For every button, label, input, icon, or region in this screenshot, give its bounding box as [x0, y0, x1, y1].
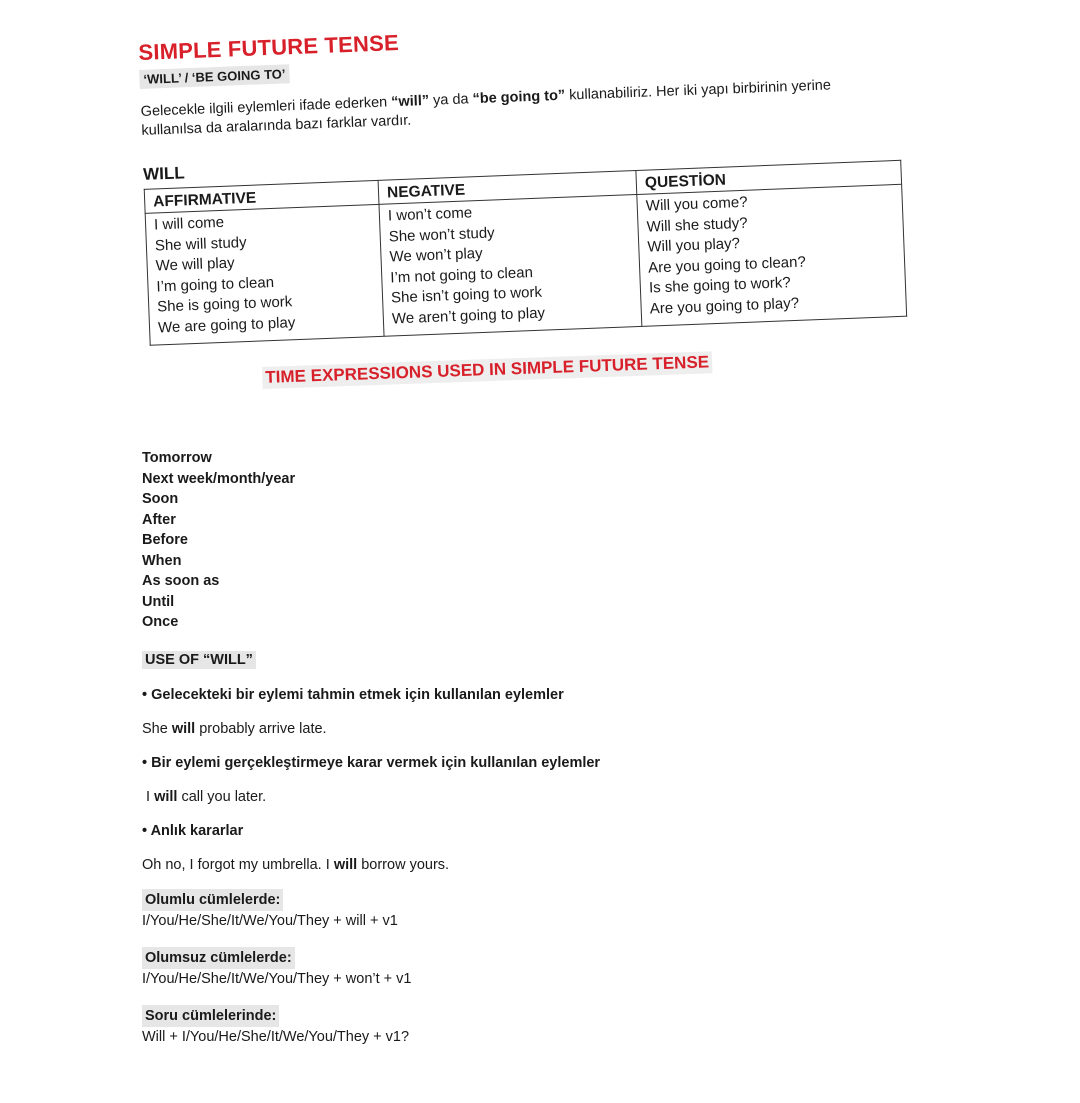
- page-title: SIMPLE FUTURE TENSE: [138, 29, 400, 65]
- affirmative-example: We will play: [155, 254, 235, 275]
- use-of-will-heading: USE OF “WILL”: [142, 651, 256, 669]
- header-question: QUESTİON: [636, 160, 902, 194]
- list-item: Before: [142, 532, 188, 548]
- negative-example: I won’t come: [387, 204, 473, 225]
- affirmative-example: I’m going to clean: [156, 273, 275, 295]
- grammar-question: [142, 1005, 942, 1047]
- intro-paragraph: Gelecekle ilgili eylemleri ifade ederken “will” ya da “be going to” kullanabiliriz. Her iki yapı birbirinin yerine kullanılsa da aralarında bazı farklar vardır.: [140, 77, 832, 139]
- forms-table: [144, 160, 907, 346]
- affirmative-example: We are going to play: [157, 313, 296, 336]
- grammar-formula: I/You/He/She/It/We/You/They + won’t + v1: [142, 970, 412, 987]
- negative-example: She isn’t going to work: [390, 283, 543, 307]
- grammar-negative: [142, 947, 942, 989]
- question-example: Are you going to play?: [649, 294, 800, 318]
- negative-example: I’m not going to clean: [390, 263, 534, 286]
- use-bullet-decision: • Bir eylemi gerçekleştirmeye karar vermek için kullanılan eylemler: [142, 754, 601, 771]
- affirmative-example: She will study: [154, 233, 247, 254]
- grammar-formula: Will + I/You/He/She/It/We/You/They + v1?: [142, 1028, 410, 1045]
- example-sentence: Oh no, I forgot my umbrella. I will borrow yours.: [142, 856, 450, 873]
- use-bullet-prediction: • Gelecekteki bir eylemi tahmin etmek için kullanılan eylemler: [142, 686, 564, 703]
- negative-cell: [379, 194, 642, 336]
- affirmative-example: She is going to work: [156, 293, 293, 316]
- list-item: After: [142, 511, 176, 528]
- list-item: As soon as: [142, 573, 220, 589]
- list-item: When: [142, 552, 182, 569]
- grammar-label: Olumsuz cümlelerde:: [142, 947, 295, 969]
- negative-example: We aren’t going to play: [391, 304, 546, 327]
- list-item: Next week/month/year: [142, 470, 296, 487]
- negative-example: She won’t study: [388, 223, 495, 246]
- page-subtitle: ‘WILL’ / ‘BE GOING TO’: [139, 64, 290, 89]
- grammar-label: Olumlu cümlelerde:: [142, 889, 283, 911]
- question-example: Will she study?: [646, 214, 748, 236]
- question-example: Is she going to work?: [648, 274, 791, 297]
- table-label: WILL: [142, 163, 186, 184]
- time-expressions-title: TIME EXPRESSIONS USED IN SIMPLE FUTURE TENSE: [262, 351, 712, 389]
- list-item: Until: [142, 593, 175, 610]
- use-bullet-instant: • Anlık kararlar: [142, 822, 244, 839]
- grammar-formula: I/You/He/She/It/We/You/They + will + v1: [142, 912, 398, 929]
- question-example: Will you come?: [645, 193, 748, 215]
- table-row: [145, 184, 907, 345]
- example-sentence: I will call you later.: [142, 788, 267, 805]
- list-item: Soon: [142, 491, 179, 507]
- negative-example: We won’t play: [389, 244, 483, 266]
- affirmative-cell: [145, 204, 384, 345]
- header-block: [138, 11, 909, 346]
- body-content: [142, 448, 942, 1047]
- affirmative-example: I will come: [153, 213, 225, 234]
- list-item: Once: [142, 614, 179, 630]
- header-affirmative: AFFIRMATIVE: [144, 180, 379, 213]
- question-example: Are you going to clean?: [647, 253, 807, 277]
- forms-table-section: [143, 136, 909, 346]
- header-negative: NEGATIVE: [378, 170, 637, 204]
- grammar-affirmative: [142, 889, 942, 931]
- time-expressions-list: [142, 448, 942, 633]
- grammar-label: Soru cümlelerinde:: [142, 1005, 279, 1027]
- question-cell: [637, 184, 907, 326]
- list-item: Tomorrow: [142, 450, 212, 466]
- question-example: Will you play?: [647, 235, 741, 256]
- example-sentence: She will probably arrive late.: [142, 720, 327, 737]
